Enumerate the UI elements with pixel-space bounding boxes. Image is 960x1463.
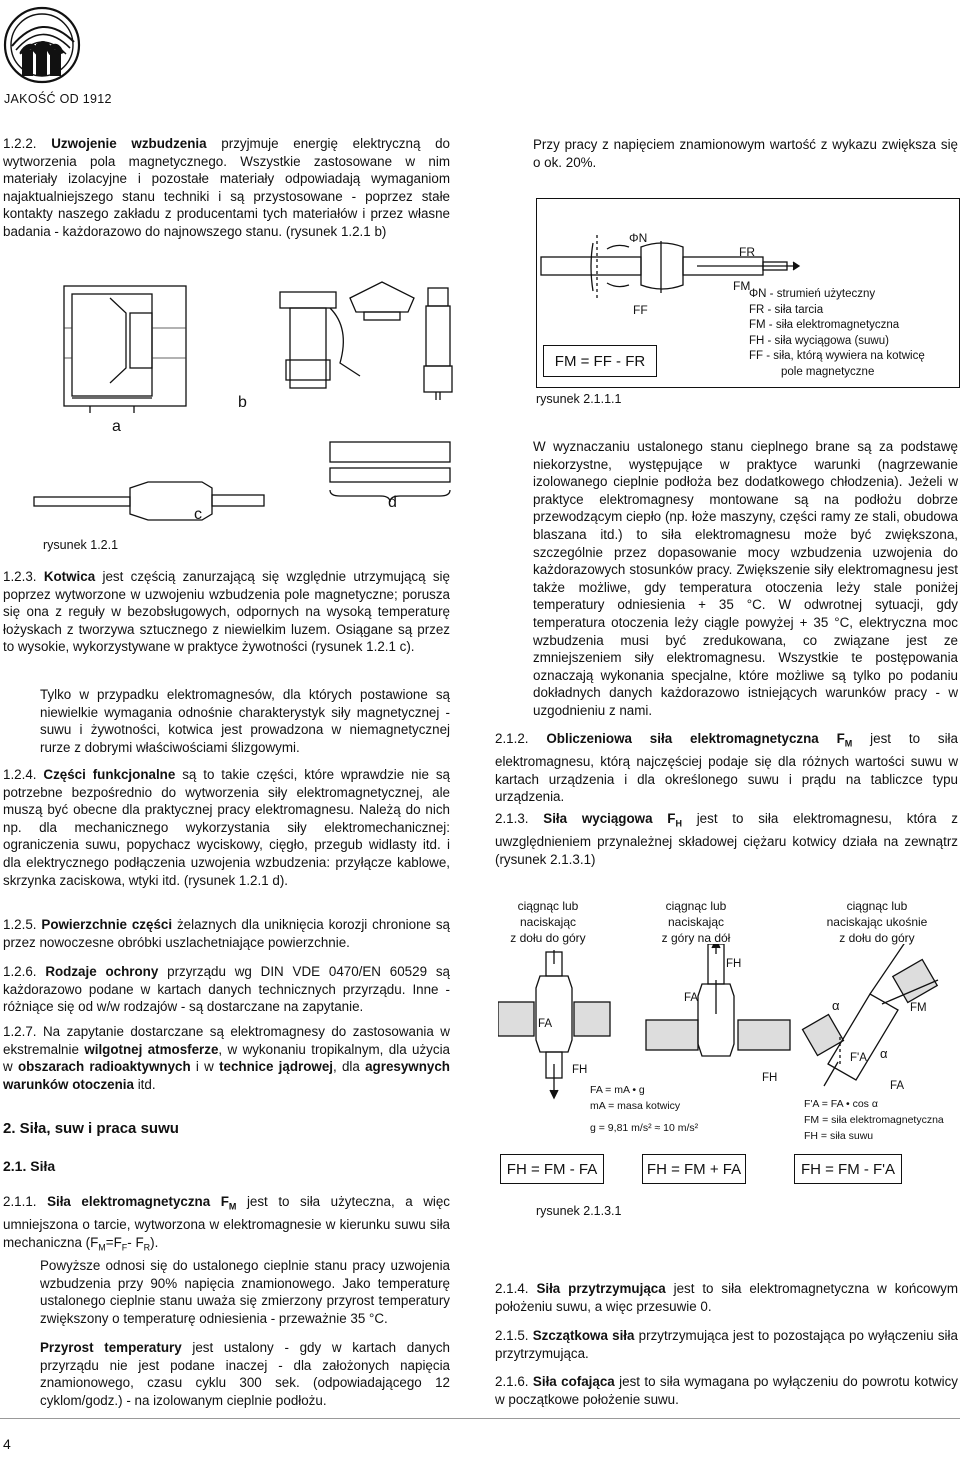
section-number: 2.1.1. — [3, 1194, 37, 1209]
section-text: żelaznych dla uniknięcia korozji chronione są przez nowoczesne obróbki uszlachetniające powierzchnie. — [3, 917, 450, 950]
page-number: 4 — [3, 1436, 11, 1452]
column-heading-1 — [498, 898, 598, 946]
section-number: 2.1.4. — [495, 1281, 529, 1296]
section-heading: Siła cofająca — [532, 1374, 615, 1389]
phi-n-label: ΦN — [629, 231, 648, 245]
section-text: przyjmuje energię elektryczną do wytworzenia pola magnetycznego. Wszystkie zastosowane w nim materiały izolacyjne i pozostałe materiały odpowiadają wymaganiom najaktualniejszego stanu techniki i są przystosowane - poprzez stałe kontakty naszego zakładu z producentami tych materiałów i przez własne badania - każdorazowo do najnowszego stanu. (rysunek 1.2.1 b) — [3, 136, 450, 239]
section-text: przytrzymująca jest to pozostająca po wyłączeniu siła przytrzymująca. — [495, 1328, 958, 1361]
figure-label-a: a — [112, 418, 121, 435]
label-fm-right: FM — [910, 1002, 927, 1014]
equation: FH = siła suwu — [804, 1130, 874, 1142]
section-number: 1.2.7. — [3, 1024, 37, 1039]
paragraph-thermal: W wyznaczaniu ustalonego stanu cieplnego brane są za podstawę niekorzystne, występujące w praktyce warunki (nagrzewanie izolowanego cieplnie podłoża bez dodatkowego chłodzenia). Jeżeli w praktyce elektromagnesy montowane są na podłożu dobrze przewodzącym ciepło (np. łoże maszyny, części ramy ze stali, obudowa blaszana itd.) to siła elektromagnesu może być zwiększona, szczególnie przez dopasowanie mocy wzbudzenia uzwojenia do każdorazowych stosunków pracy. Zwiększenie siły elektromagnesu jest także możliwe, gdy temperatura otoczenia leży stale poniżej temperatury odniesienia + 35 °C. W odwrotnej sytuacji, gdy temperatura otoczenia leży ciągle powyżej + 35 °C, elektryczna moc wzbudzenia musi być zredukowana, co związane jest ze zmniejszeniem siły elektromagnesu. Wszystkie te postępowania oznaczają wykonania specjalne, które możliwe są tylko po podaniu dokładnych danych każdorazowo istniejących warunków pracy - w uzgodnieniu z nami. — [533, 439, 958, 718]
formula-box-2: FH = FM + FA — [642, 1154, 746, 1184]
paragraph-2-1-1 — [3, 1193, 450, 1257]
subscript: M — [844, 738, 853, 749]
heading-text: Siła elektromagnetyczna F — [47, 1194, 229, 1209]
heading-line: ciągnąc lub — [665, 899, 727, 913]
section-text: ). — [150, 1234, 159, 1250]
equation: g = 9,81 m/s² ≈ 10 m/s² — [590, 1122, 699, 1134]
section-number: 2.1.5. — [495, 1328, 529, 1343]
column-heading-2 — [646, 898, 746, 946]
footer-rule — [0, 1418, 960, 1419]
figure-caption-1-2-1: rysunek 1.2.1 — [43, 538, 119, 552]
formula-fm: FM = FF - FR — [543, 345, 657, 377]
section-heading: Kotwica — [43, 569, 96, 584]
paragraph-1-2-5 — [3, 916, 450, 951]
figure-1-2-1 — [30, 268, 470, 558]
heading-line: naciskając — [519, 915, 577, 929]
emphasis: technice jądrowej — [219, 1059, 333, 1075]
section-text: - F — [127, 1234, 144, 1250]
section-number: 1.2.4. — [3, 767, 37, 782]
paragraph-1-2-4 — [3, 766, 450, 889]
paragraph-2-1-1-c — [40, 1339, 450, 1409]
label-fh-left: FH — [572, 1064, 588, 1076]
formula-box-1: FH = FM - FA — [500, 1154, 604, 1184]
subscript: H — [675, 818, 682, 829]
section-number: 1.2.6. — [3, 964, 37, 979]
mid-equations — [590, 1082, 698, 1136]
equation: FM = siła elektromagnetyczna — [804, 1114, 944, 1126]
figure-1-2-1-drawing — [30, 268, 470, 558]
section-text: i w — [195, 1059, 214, 1075]
company-logo — [2, 2, 82, 88]
f-f-label: FF — [633, 303, 648, 317]
section-text: są to takie części, które wprawdzie nie są potrzebne bezpośrednio do wytworzenia siły elektromagnetycznej, ale muszą być obecne dla praktycznej pracy elektromagnesu. Należą do nich np. dla mechanicznego wykorzystania siły elektromechanicznej: ograniczenia suwu, popychacz wyciskowy, cięgło, przegub widlasty itd. i dla elektrycznego podłączenia uzwojenia wzbudzenia: przyłącze kablowe, skrzynka zaciskowa, wtyki itd. (rysunek 1.2.1 d). — [3, 767, 450, 888]
section-text: jest ustalony - gdy w kartach danych przyrządu nie jest podane inaczej - dla założonych napięcia znamionowego, czasu cyklu 300 sek. (odpowiadającego 12 cyklom/godz.) - na izolowanym cieplnie podłożu. — [40, 1340, 450, 1408]
section-heading — [47, 1194, 237, 1212]
subscript: M — [98, 1242, 106, 1253]
label-fh-mid: FH — [726, 958, 742, 970]
column-heading-3 — [812, 898, 942, 946]
legend-item: ΦN - strumień użyteczny — [749, 288, 876, 300]
subscript: M — [228, 1201, 237, 1212]
legend-item: FM - siła elektromagnetyczna — [749, 319, 900, 331]
right-equations — [804, 1096, 944, 1144]
legend — [749, 287, 925, 380]
legend-item: FF - siła, którą wywiera na kotwicę — [749, 350, 925, 362]
section-heading: Rodzaje ochrony — [45, 964, 159, 979]
f-r-label: FR — [739, 245, 755, 259]
section-heading: Części funkcjonalne — [43, 767, 176, 782]
intro-paragraph: Przy pracy z napięciem znamionowym wartość z wykazu zwiększa się o ok. 20%. — [533, 137, 958, 170]
paragraph-2-1-4 — [495, 1280, 958, 1315]
paragraph-2-1-1-b: Powyższe odnosi się do ustalonego cieplnie stanu pracy uzwojenia wzbudzenia przy 90% napięcia znamionowego. Jako temperaturę ustalonego cieplnie stanu uważa się zmierzony przyrost temperatury zwiększony o temperaturę odniesienia - przeważnie 35 °C. — [40, 1258, 450, 1326]
section-number: 2.1.3. — [495, 811, 529, 826]
heading-line: naciskając ukośnie — [826, 915, 928, 929]
emphasis: agresywnych warunków otoczenia — [3, 1059, 450, 1092]
figure-caption-2-1-1-1: rysunek 2.1.1.1 — [536, 392, 622, 406]
section-heading — [546, 731, 853, 749]
paragraph-2-1-3 — [495, 810, 958, 868]
company-tagline: JAKOŚĆ OD 1912 — [4, 92, 112, 106]
legend-item: FH - siła wyciągowa (suwu) — [749, 334, 889, 347]
label-fa-mid: FA — [684, 992, 699, 1004]
heading-line: ciągnąc lub — [517, 899, 579, 913]
section-text: , w wykonaniu tropikalnym, dla użycia w — [3, 1041, 450, 1075]
section-text: jest to siła użyteczna, a więc umniejszona o tarcie, wytworzona w elektromagnesie w kierunku suwu siła mechaniczna (F — [3, 1194, 450, 1250]
section-text: przyrządu wg DIN VDE 0470/EN 60529 są każdorazowo podane w kartach danych technicznych przyrządu. Inne - różniące się od w/w rodzajów - są dostarczane na zapytanie. — [3, 964, 450, 1015]
figure-label-c: c — [194, 506, 202, 523]
paragraph-1-2-6 — [3, 963, 450, 1016]
paragraph-1-2-3 — [3, 568, 450, 656]
subscript: F — [121, 1242, 128, 1253]
figure-2-1-3-1 — [498, 884, 958, 1184]
section-number: 1.2.3. — [3, 569, 37, 584]
paragraph-1-2-3-b: Tylko w przypadku elektromagnesów, dla których postawione są niewielkie wymagania odnośnie charakterystyk siły magnetycznej - suwu i żywotności, kotwica jest prowadzona w niemagnetycznej rurze z dobrymi właściwościami ślizgowymi. — [40, 687, 450, 755]
section-number: 1.2.5. — [3, 917, 37, 932]
paragraph-2-1-2 — [495, 730, 958, 806]
emphasis: Przyrost temperatury — [40, 1340, 182, 1355]
label-fa-right: FA — [890, 1080, 905, 1092]
section-heading — [543, 811, 682, 829]
paragraph-2-1-5 — [495, 1327, 958, 1362]
section-text: jest to siła elektromagnesu, która z uwzględnieniem przynależnej składowej ciężaru kotwicy działa na zewnątrz (rysunek 2.1.3.1) — [495, 811, 958, 867]
figure-2-1-1-1 — [536, 198, 960, 388]
section-text: itd. — [137, 1076, 156, 1092]
figure-caption-2-1-3-1: rysunek 2.1.3.1 — [536, 1204, 622, 1218]
section-text: jest to siła elektromagnesu, którą najczęściej podaje się dla różnych wartości suwu w kartach urządzenia i dla określonego suwu i prądu na tabliczce typu urządzenia. — [495, 731, 958, 805]
label-fh-right: FH — [762, 1072, 778, 1084]
heading-line: naciskając — [667, 915, 725, 929]
section-heading: Uzwojenie wzbudzenia — [51, 136, 207, 151]
f-m-label: FM — [733, 279, 751, 293]
subscript: R — [143, 1242, 151, 1253]
section-title-2-1: 2.1. Siła — [3, 1158, 56, 1174]
figure-label-b: b — [238, 394, 247, 411]
heading-text: Siła wyciągowa F — [543, 811, 676, 826]
section-heading: Szczątkowa siła — [532, 1328, 635, 1343]
section-text: , dla — [332, 1059, 360, 1075]
label-alpha-2: α — [880, 1046, 888, 1061]
section-text: Na zapytanie dostarczane są elektromagnesy do zastosowania w ekstremalnie — [3, 1024, 450, 1057]
equation: mA = masa kotwicy — [590, 1100, 681, 1112]
section-text: jest to siła elektromagnetyczna w końcowym położeniu suwu, a więc przesuwie 0. — [495, 1281, 958, 1314]
heading-line: z góry na dół — [661, 931, 731, 945]
section-number: 1.2.2. — [3, 136, 37, 151]
section-number: 2.1.2. — [495, 731, 529, 746]
heading-line: z dołu do góry — [839, 931, 915, 945]
heading-line: ciągnąc lub — [846, 899, 908, 913]
section-heading: Siła przytrzymująca — [536, 1281, 666, 1296]
legend-item: FR - siła tarcia — [749, 303, 824, 316]
label-fa-prime: F'A — [850, 1052, 867, 1064]
formula-box-3: FH = FM - F'A — [794, 1154, 902, 1184]
heading-line: z dołu do góry — [510, 931, 586, 945]
section-title-2: 2. Siła, suw i praca suwu — [3, 1120, 179, 1137]
section-text: jest to siła wymagana po wyłączeniu do powrotu kotwicy w początkowe położenie suwu. — [495, 1374, 958, 1407]
paragraph-1-2-2 — [3, 135, 450, 241]
heading-text: Obliczeniowa siła elektromagnetyczna F — [546, 731, 845, 746]
label-alpha-1: α — [832, 998, 840, 1013]
paragraph-1-2-7 — [3, 1023, 450, 1093]
figure-label-d: d — [388, 494, 397, 511]
section-text: jest częścią zanurzającą się względnie utrzymującą się poprzez wytworzone w uzwojeniu wzbudzenia pole magnetyczne; porusza się ona z reguły w bezobsługowych, odpornych na wysoką temperaturę łożyskach z tworzywa sztucznego z niewielkim luzem. Osiągane są przez to wysokie, wykorzystywane w praktyce żywotności (rysunek 1.2.1 c). — [3, 569, 450, 655]
label-fa-left: FA — [538, 1018, 553, 1030]
equation: F'A = FA • cos α — [804, 1098, 878, 1110]
section-text: =F — [105, 1234, 122, 1250]
section-number: 2.1.6. — [495, 1374, 529, 1389]
paragraph-2-1-6 — [495, 1373, 958, 1408]
legend-item: pole magnetyczne — [781, 365, 875, 378]
equation: FA = mA • g — [590, 1084, 645, 1096]
emphasis: wilgotnej atmosferze — [84, 1041, 219, 1057]
emphasis: obszarach radioaktywnych — [17, 1059, 191, 1075]
section-heading: Powierzchnie części — [41, 917, 173, 932]
